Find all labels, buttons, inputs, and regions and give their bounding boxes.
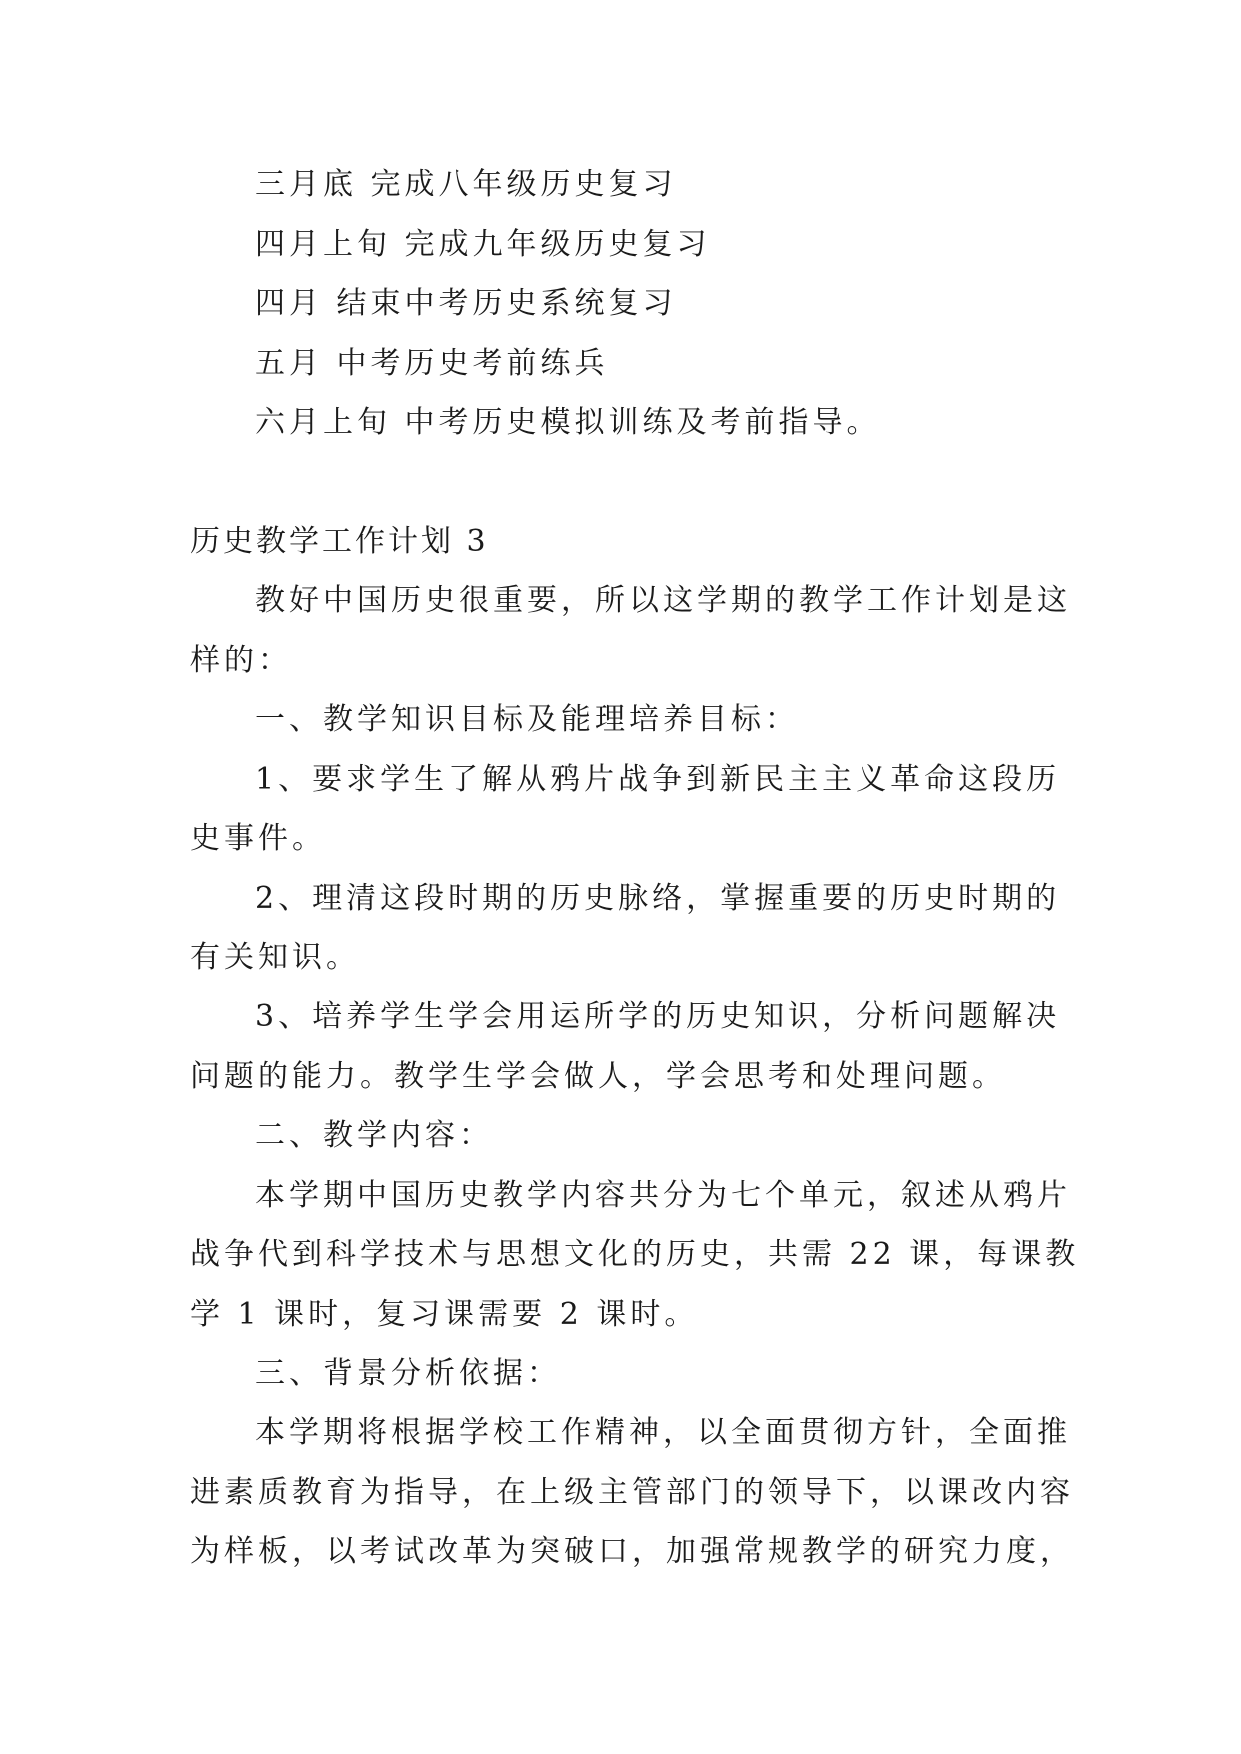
- schedule-line-5: 六月上旬 中考历史模拟训练及考前指导。: [255, 405, 881, 440]
- paragraph-line: 进素质教育为指导，在上级主管部门的领导下，以课改内容: [190, 1475, 1074, 1510]
- paragraph-line: 1、要求学生了解从鸦片战争到新民主主义革命这段历: [255, 762, 1061, 797]
- paragraph-line: 问题的能力。教学生学会做人，学会思考和处理问题。: [190, 1059, 1006, 1094]
- paragraph-line: 学 1 课时，复习课需要 2 课时。: [190, 1297, 699, 1332]
- paragraph-line: 为样板，以考试改革为突破口，加强常规教学的研究力度，: [190, 1534, 1074, 1569]
- paragraph-line: 本学期中国历史教学内容共分为七个单元，叙述从鸦片: [255, 1178, 1071, 1213]
- schedule-line-2: 四月上旬 完成九年级历史复习: [255, 227, 711, 262]
- paragraph-line: 教好中国历史很重要，所以这学期的教学工作计划是这: [255, 583, 1071, 618]
- section-title: 历史教学工作计划 3: [190, 524, 489, 559]
- subheading-3: 三、背景分析依据：: [255, 1356, 561, 1391]
- paragraph-line: 本学期将根据学校工作精神，以全面贯彻方针，全面推: [255, 1415, 1071, 1450]
- schedule-line-4: 五月 中考历史考前练兵: [255, 346, 609, 381]
- paragraph-line: 2、理清这段时期的历史脉络，掌握重要的历史时期的: [255, 881, 1061, 916]
- paragraph-line: 样的：: [190, 643, 292, 678]
- schedule-line-3: 四月 结束中考历史系统复习: [255, 286, 677, 321]
- paragraph-line: 3、培养学生学会用运所学的历史知识，分析问题解决: [255, 999, 1061, 1034]
- paragraph-line: 史事件。: [190, 821, 326, 856]
- subheading-2: 二、教学内容：: [255, 1118, 493, 1153]
- paragraph-line: 有关知识。: [190, 940, 360, 975]
- schedule-line-1: 三月底 完成八年级历史复习: [255, 167, 677, 202]
- subheading-1: 一、教学知识目标及能理培养目标：: [255, 702, 799, 737]
- paragraph-line: 战争代到科学技术与思想文化的历史，共需 22 课，每课教: [190, 1237, 1080, 1272]
